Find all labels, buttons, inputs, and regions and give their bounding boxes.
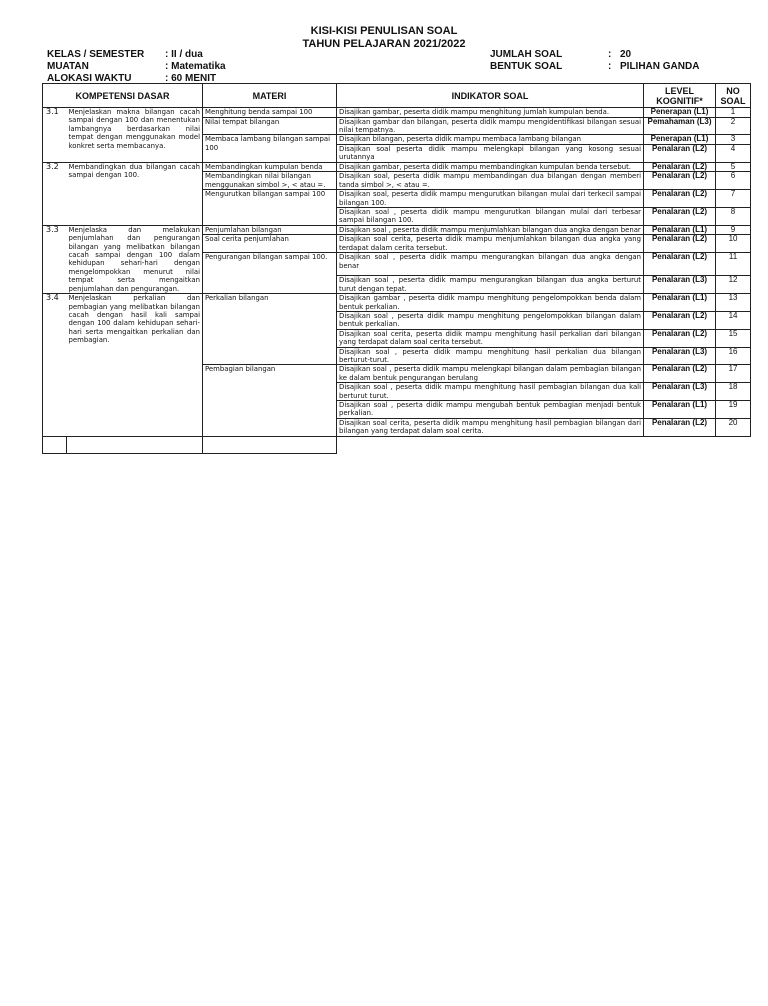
- level-cell: Penalaran (L2): [644, 311, 716, 329]
- info-jumlah-soal: JUMLAH SOAL : 20: [490, 49, 632, 60]
- table-header-row: [43, 84, 751, 108]
- indikator-cell: Disajikan soal , peserta didik mampu menjumlahkan bilangan dua angka dengan benar: [337, 225, 644, 235]
- kd-number: 3.3: [43, 225, 67, 293]
- level-cell: Penalaran (L2): [644, 208, 716, 226]
- no-soal-cell: 19: [716, 400, 751, 418]
- header-indikator-soal: INDIKATOR SOAL: [337, 84, 644, 108]
- table-row: [43, 162, 751, 172]
- info-muatan: MUATAN : Matematika: [47, 61, 226, 72]
- header-level-kognitif: LEVEL KOGNITIF*: [644, 84, 716, 108]
- header-no-soal: NO SOAL: [716, 84, 751, 108]
- kd-number: 3.1: [43, 108, 67, 163]
- document-subtitle: TAHUN PELAJARAN 2021/2022: [302, 38, 466, 50]
- indikator-cell: Disajikan soal , peserta didik mampu melengkapi bilangan dalam pembagian bilangan ke dalam bentuk pengurangan berulang: [337, 365, 644, 383]
- kd-text: Menjelaska dan melakukan penjumlahan dan pengurangan bilangan yang melibatkan bilangan cacah sampai dengan 100 dalam kehidupan sehari-hari dengan mengelompokkan menurut nilai tempat serta mengaitkan penjumlahan dan pengurangan.: [67, 225, 203, 293]
- level-cell: Penerapan (L1): [644, 135, 716, 145]
- no-soal-cell: 11: [716, 253, 751, 276]
- indikator-cell: Disajikan soal cerita, peserta didik mampu menjumlahkan bilangan dua angka yang terdapat dalam cerita tersebut.: [337, 235, 644, 253]
- level-cell: Penalaran (L3): [644, 383, 716, 401]
- no-soal-cell: 5: [716, 162, 751, 172]
- kd-text: Menjelaskan perkalian dan pembagian yang melibatkan bilangan cacah dengan hasil kali sampai dengan 100 dalam kehidupan sehari-hari serta mengaitkan perkalian dan pembagian.: [67, 294, 203, 437]
- materi-cell: Pembagian bilangan: [203, 365, 337, 436]
- indikator-cell: Disajikan soal , peserta didik mampu mengubah bentuk pembagian menjadi bentuk perkalian.: [337, 400, 644, 418]
- table-row: [43, 108, 751, 118]
- no-soal-cell: 7: [716, 190, 751, 208]
- no-soal-cell: 15: [716, 329, 751, 347]
- no-soal-cell: 8: [716, 208, 751, 226]
- no-soal-cell: 17: [716, 365, 751, 383]
- materi-cell: Membandingkan kumpulan benda: [203, 162, 337, 172]
- materi-cell: Perkalian bilangan: [203, 294, 337, 365]
- table-row-empty: [43, 436, 751, 453]
- level-cell: Penalaran (L2): [644, 162, 716, 172]
- kd-number: 3.4: [43, 294, 67, 437]
- level-cell: Penalaran (L1): [644, 294, 716, 312]
- materi-cell: Pengurangan bilangan sampai 100.: [203, 253, 337, 294]
- indikator-cell: Disajikan soal , peserta didik mampu mengurangkan bilangan dua angka berturut turut dengan tepat.: [337, 276, 644, 294]
- level-cell: Pemahaman (L3): [644, 117, 716, 135]
- indikator-cell: Disajikan gambar , peserta didik mampu menghitung pengelompokkan benda dalam bentuk perkalian.: [337, 294, 644, 312]
- indikator-cell: Disajikan soal cerita, peserta didik mampu menghitung hasil perkalian dari bilangan yang terdapat dalam soal cerita tersebut.: [337, 329, 644, 347]
- level-cell: Penalaran (L1): [644, 400, 716, 418]
- materi-cell: Soal cerita penjumlahan: [203, 235, 337, 253]
- level-cell: Penerapan (L1): [644, 108, 716, 118]
- info-bentuk-soal: BENTUK SOAL : PILIHAN GANDA: [490, 61, 700, 72]
- no-soal-cell: 16: [716, 347, 751, 365]
- no-soal-cell-empty: [203, 436, 337, 453]
- materi-cell: Menghitung benda sampai 100: [203, 108, 337, 118]
- no-soal-cell: 18: [716, 383, 751, 401]
- indikator-cell: Disajikan soal , peserta didik mampu mengurutkan bilangan mulai dari terbesar sampai bilangan 100.: [337, 208, 644, 226]
- header-kompetensi-dasar: KOMPETENSI DASAR: [43, 84, 203, 108]
- level-cell: Penalaran (L3): [644, 276, 716, 294]
- info-alokasi: ALOKASI WAKTU : 60 MENIT: [47, 73, 217, 84]
- level-cell: Penalaran (L2): [644, 190, 716, 208]
- no-soal-cell: 3: [716, 135, 751, 145]
- info-left: [47, 49, 226, 85]
- materi-cell: Penjumlahan bilangan: [203, 225, 337, 235]
- level-cell: Penalaran (L1): [644, 225, 716, 235]
- indikator-cell: Disajikan soal, peserta didik mampu membandingan dua bilangan dengan memberi tanda simbol >, < atau =.: [337, 172, 644, 190]
- indikator-cell-empty: [43, 436, 67, 453]
- no-soal-cell: 9: [716, 225, 751, 235]
- indikator-cell: Disajikan gambar, peserta didik mampu menghitung jumlah kumpulan benda.: [337, 108, 644, 118]
- no-soal-cell: 10: [716, 235, 751, 253]
- no-soal-cell: 2: [716, 117, 751, 135]
- info-kelas: KELAS / SEMESTER : II / dua: [47, 49, 203, 60]
- level-cell: Penalaran (L2): [644, 418, 716, 436]
- kd-number: 3.2: [43, 162, 67, 225]
- indikator-cell: Disajikan gambar, peserta didik mampu membandingkan kumpulan benda tersebut.: [337, 162, 644, 172]
- indikator-cell: Disajikan soal cerita, peserta didik mampu menghitung hasil pembagian bilangan dari bilangan yang terdapat dalam soal cerita.: [337, 418, 644, 436]
- header-materi: MATERI: [203, 84, 337, 108]
- materi-cell: Mengurutkan bilangan sampai 100: [203, 190, 337, 226]
- level-cell: Penalaran (L2): [644, 253, 716, 276]
- level-cell: Penalaran (L2): [644, 329, 716, 347]
- info-right: [490, 49, 699, 73]
- no-soal-cell: 13: [716, 294, 751, 312]
- no-soal-cell: 20: [716, 418, 751, 436]
- indikator-cell: Disajikan gambar dan bilangan, peserta didik mampu mengidentifikasi bilangan sesuai nilai tempatnya.: [337, 117, 644, 135]
- no-soal-cell: 12: [716, 276, 751, 294]
- no-soal-cell: 14: [716, 311, 751, 329]
- indikator-cell: Disajikan soal peserta didik mampu melengkapi bilangan yang kosong sesuai urutannya: [337, 145, 644, 163]
- materi-cell: Membandingkan nilai bilangan menggunakan simbol >, < atau =.: [203, 172, 337, 190]
- table-row: [43, 294, 751, 312]
- indikator-cell: Disajikan soal , peserta didik mampu menghitung hasil perkalian dua bilangan berturut-turut.: [337, 347, 644, 365]
- level-cell: Penalaran (L2): [644, 365, 716, 383]
- level-cell: Penalaran (L3): [644, 347, 716, 365]
- kisi-kisi-table: [42, 83, 751, 454]
- level-cell-empty: [67, 436, 203, 453]
- indikator-cell: Disajikan soal, peserta didik mampu mengurutkan bilangan mulai dari terkecil sampai bilangan 100.: [337, 190, 644, 208]
- materi-cell: Nilai tempat bilangan: [203, 117, 337, 135]
- indikator-cell: Disajikan bilangan, peserta didik mampu membaca lambang bilangan: [337, 135, 644, 145]
- indikator-cell: Disajikan soal , peserta didik mampu menghitung pengelompokkan bilangan dalam bentuk perkalian.: [337, 311, 644, 329]
- kd-text: Membandingkan dua bilangan cacah sampai dengan 100.: [67, 162, 203, 225]
- table-row: [43, 225, 751, 235]
- indikator-cell: Disajikan soal , peserta didik mampu mengurangkan bilangan dua angka dengan benar: [337, 253, 644, 276]
- no-soal-cell: 4: [716, 145, 751, 163]
- document-title: KISI-KISI PENULISAN SOAL: [310, 25, 458, 37]
- level-cell: Penalaran (L2): [644, 145, 716, 163]
- kd-text: Menjelaskan makna bilangan cacah sampai dengan 100 dan menentukan lambangnya berdasarkan nilai tempat dengan menggunakan model konkret serta membacanya.: [67, 108, 203, 163]
- no-soal-cell: 6: [716, 172, 751, 190]
- level-cell: Penalaran (L2): [644, 172, 716, 190]
- level-cell: Penalaran (L2): [644, 235, 716, 253]
- materi-cell: Membaca lambang bilangan sampai 100: [203, 135, 337, 162]
- indikator-cell: Disajikan soal , peserta didik mampu menghitung hasil pembagian bilangan dua kali berturut turut.: [337, 383, 644, 401]
- no-soal-cell: 1: [716, 108, 751, 118]
